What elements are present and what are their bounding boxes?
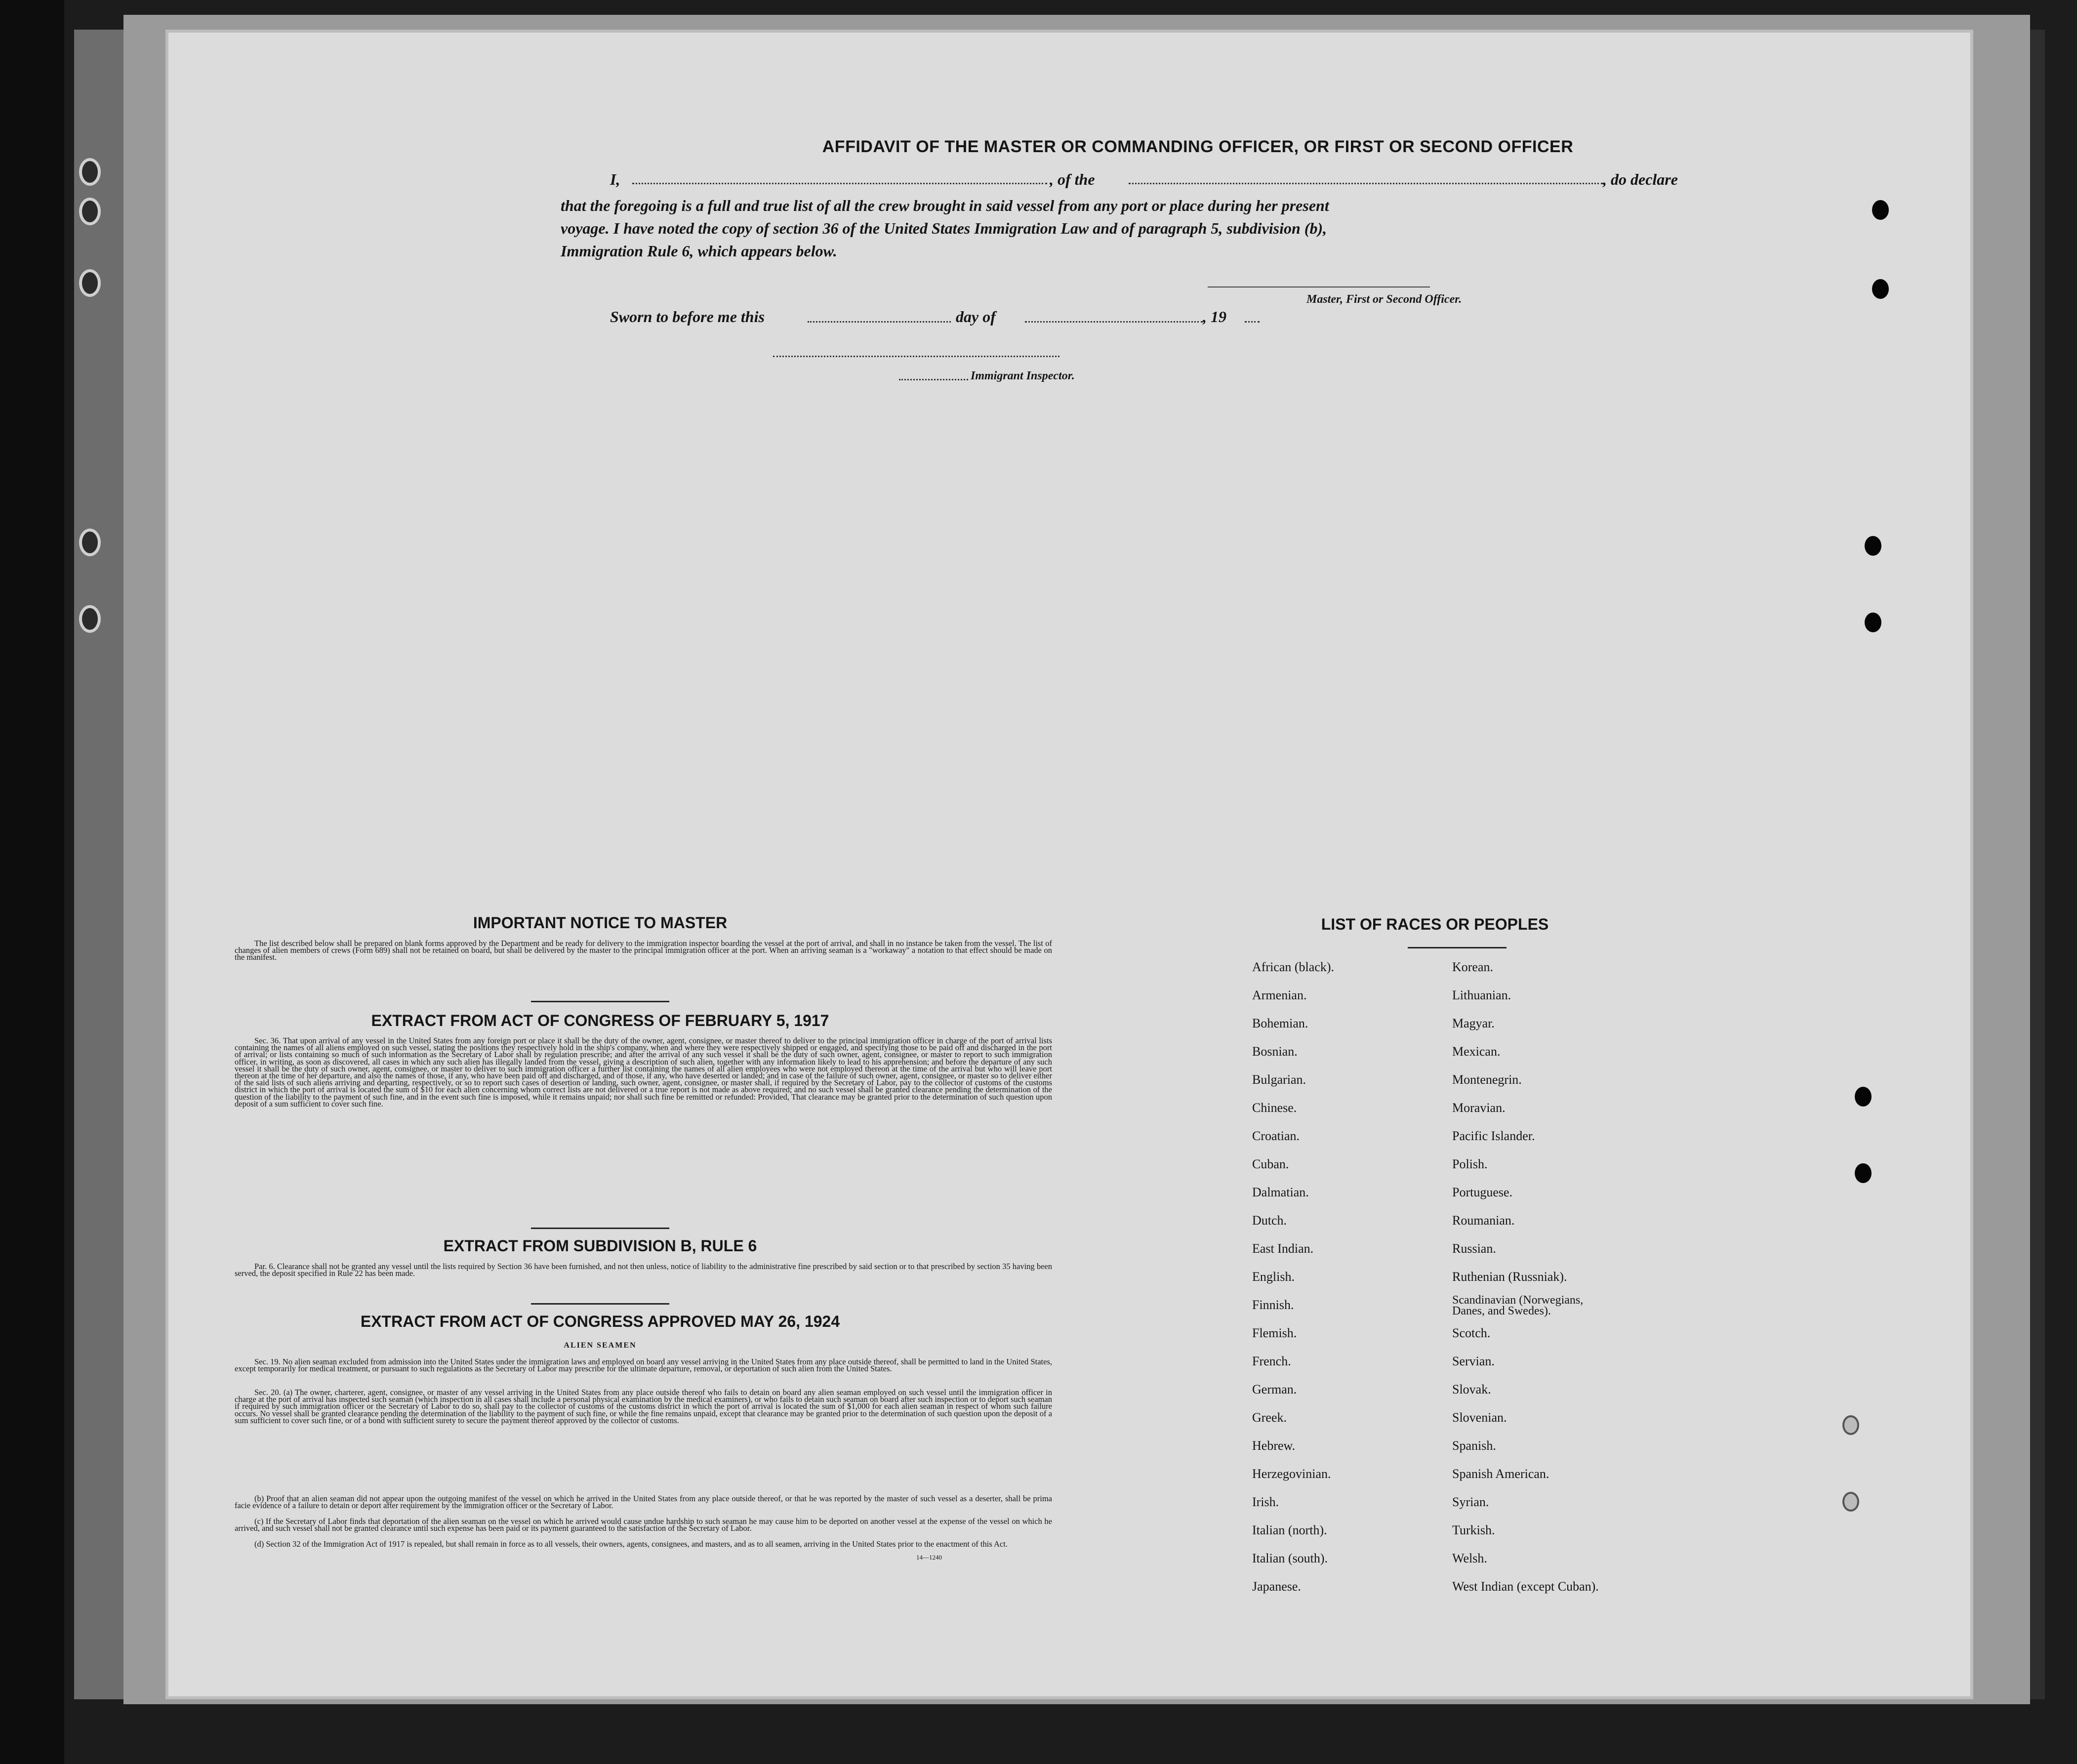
race-item: Irish. — [1252, 1495, 1279, 1509]
punch-hole-icon — [1872, 279, 1889, 299]
race-item: Italian (north). — [1252, 1523, 1327, 1537]
affidavit-of-the: , of the — [1050, 170, 1095, 188]
form-number: 14—1240 — [916, 1554, 942, 1561]
race-item: Spanish. — [1452, 1438, 1496, 1453]
affidavit-line-4: Immigration Rule 6, which appears below. — [561, 242, 837, 260]
race-item: Scandinavian (Norwegians, Danes, and Swedes). — [1452, 1294, 1584, 1317]
day-of-text: day of — [956, 308, 996, 326]
race-item: Japanese. — [1252, 1579, 1301, 1594]
race-item: Syrian. — [1452, 1495, 1489, 1509]
race-item: French. — [1252, 1354, 1291, 1368]
race-item: Roumanian. — [1452, 1213, 1515, 1228]
race-item: Greek. — [1252, 1410, 1287, 1425]
year-prefix: , 19 — [1203, 308, 1226, 326]
race-item: Turkish. — [1452, 1523, 1495, 1537]
race-item: Servian. — [1452, 1354, 1495, 1368]
race-item: Scotch. — [1452, 1326, 1491, 1340]
notice-text: The list described below shall be prepared on blank forms approved by the Department and be ready for delivery to the immigration inspector boarding the vessel at the port of arrival, and shall in no instance be taken from the vessel. The list of changes of alien members of crews (Form 689) shall not be retained on board, but shall be delivered by the master to the principal immigration officer at the port. When an arriving seaman is a "workaway" a notation to that effect should be made on the manifest. — [235, 939, 1052, 962]
race-item: Flemish. — [1252, 1326, 1297, 1340]
race-item: African (black). — [1252, 960, 1335, 974]
race-item: Armenian. — [1252, 988, 1307, 1002]
race-item: Herzegovinian. — [1252, 1467, 1331, 1481]
sec20a-text: Sec. 20. (a) The owner, charterer, agent, consignee, or master of any vessel arriving in the United States from any place outside thereof who fails to detain on board any alien seaman employed on such vessel until the immigration officer in charge at the port of arrival has inspected such seaman (which inspection in all cases shall include a personal physical examination by the medical examiners), or who fails to detain such seaman on board after such inspection or to deport such seaman if required by such immigration officer or the Secretary of Labor to do so, shall pay to the collector of customs of the customs district in which the port of arrival is located the sum of $1,000 for each alien seaman in respect of whom such failure occurs. No vessel shall be granted clearance pending the determination of the liability to the payment of such fine, or while the fine remains unpaid, except that clearance may be granted prior to the determination of such question upon the deposit of a sum sufficient to cover such fine, or of a bond with sufficient surety to secure the payment thereof approved by the collector of customs. — [235, 1388, 1052, 1425]
race-item: West Indian (except Cuban). — [1452, 1579, 1599, 1594]
race-item: Bosnian. — [1252, 1044, 1298, 1059]
affidavit-i: I, — [610, 170, 620, 188]
punch-hole-icon — [1842, 1492, 1859, 1512]
form-page — [165, 30, 1973, 1699]
race-item: English. — [1252, 1270, 1295, 1284]
punch-hole-icon — [1865, 613, 1881, 632]
binder-hole-icon — [79, 158, 101, 186]
affidavit-line-3: voyage. I have noted the copy of section 36 of the United States Immigration Law and of paragraph 5, subdivision (b), — [561, 219, 1327, 237]
race-item: Pacific Islander. — [1452, 1129, 1535, 1143]
binder-hole-icon — [79, 269, 101, 297]
race-item: German. — [1252, 1382, 1297, 1396]
race-item: Croatian. — [1252, 1129, 1300, 1143]
section-divider — [531, 1303, 669, 1305]
section-divider — [531, 1228, 669, 1229]
race-item: Moravian. — [1452, 1101, 1506, 1115]
binder-hole-icon — [79, 198, 101, 225]
race-item: Mexican. — [1452, 1044, 1501, 1059]
extract-rule6-title: EXTRACT FROM SUBDIVISION B, RULE 6 — [443, 1237, 757, 1255]
sworn-day-blank[interactable] — [808, 321, 951, 323]
race-item: Cuban. — [1252, 1157, 1289, 1171]
affidavit-line-2: that the foregoing is a full and true list of all the crew brought in said vessel from any port or place during her present — [561, 197, 1329, 214]
race-item: Portuguese. — [1452, 1185, 1513, 1199]
race-item: Magyar. — [1452, 1016, 1495, 1030]
race-item: East Indian. — [1252, 1241, 1314, 1256]
master-signature-label: Master, First or Second Officer. — [1306, 293, 1462, 306]
race-item: Chinese. — [1252, 1101, 1297, 1115]
race-item: Dutch. — [1252, 1213, 1287, 1228]
notice-title: IMPORTANT NOTICE TO MASTER — [473, 914, 728, 932]
sworn-text: Sworn to before me this — [610, 308, 765, 326]
race-item: Hebrew. — [1252, 1438, 1296, 1453]
extract-rule6-text: Par. 6. Clearance shall not be granted any vessel until the lists required by Section 36 have been furnished, and not then unless, notice of liability to the administrative fine prescribed by said section or to that prescribed by section 35 having been served, the deposit specified in Rule 22 has been made. — [235, 1262, 1052, 1278]
sec20c-text: (c) If the Secretary of Labor finds that deportation of the alien seaman on the vessel on which he arrived would cause undue hardship to such seaman he may cause him to be deported on another vessel at the expense of the vessel on which he arrived, and such vessel shall not be granted clearance until such expense has been paid or its payment guaranteed to the satisfaction of the Secretary of Labor. — [235, 1517, 1052, 1533]
sec20d-text: (d) Section 32 of the Immigration Act of 1917 is repealed, but shall remain in force as to all vessels, their owners, agents, consignees, and masters, and as to all seamen, arriving in the United States prior to the enactment of this Act. — [254, 1539, 1008, 1549]
sec19-text: Sec. 19. No alien seaman excluded from admission into the United States under the immigration laws and employed on board any vessel arriving in the United States from any place outside thereof, shall be permitted to land in the United States, except temporarily for medical treatment, or pursuant to such regulations as the Secretary of Labor may prescribe for the ultimate departure, removal, or deportation of such alien from the United States. — [235, 1357, 1052, 1374]
binder-hole-icon — [79, 605, 101, 633]
binder-strip — [0, 0, 64, 1764]
race-item: Russian. — [1452, 1241, 1496, 1256]
punch-hole-icon — [1842, 1415, 1859, 1435]
race-item: Polish. — [1452, 1157, 1488, 1171]
inspector-lead-dots — [899, 379, 968, 380]
race-item: Dalmatian. — [1252, 1185, 1309, 1199]
punch-hole-icon — [1872, 200, 1889, 220]
vessel-blank[interactable] — [1129, 183, 1603, 184]
binder-hole-icon — [79, 529, 101, 556]
extract-1924-title: EXTRACT FROM ACT OF CONGRESS APPROVED MAY 26, 1924 — [360, 1313, 840, 1330]
sec20b-text: (b) Proof that an alien seaman did not appear upon the outgoing manifest of the vessel on which he arrived in the United States from any place outside thereof, or that he was reported by the master of such vessel as a deserter, shall be prima facie evidence of a failure to detain or deport after requirement by the immigration officer or the Secretary of Labor. — [235, 1494, 1052, 1511]
extract-1917-title: EXTRACT FROM ACT OF CONGRESS OF FEBRUARY 5, 1917 — [371, 1012, 829, 1029]
punch-hole-icon — [1855, 1087, 1872, 1107]
race-item: Welsh. — [1452, 1551, 1487, 1565]
races-title-divider — [1408, 947, 1507, 948]
affidavit-title: AFFIDAVIT OF THE MASTER OR COMMANDING OFFICER, OR FIRST OR SECOND OFFICER — [822, 137, 1574, 156]
race-item: Korean. — [1452, 960, 1494, 974]
name-blank[interactable] — [632, 183, 1047, 184]
punch-hole-icon — [1855, 1163, 1872, 1183]
inspector-signature-line[interactable] — [773, 356, 1059, 357]
race-item: Montenegrin. — [1452, 1072, 1522, 1087]
race-item: Finnish. — [1252, 1298, 1294, 1312]
section-divider — [531, 1001, 669, 1002]
race-item: Slovak. — [1452, 1382, 1491, 1396]
extract-1917-text: Sec. 36. That upon arrival of any vessel in the United States from any foreign port or place it shall be the duty of the owner, agent, consignee, or master thereof to deliver to the principal immigration officer in charge of the port of arrival lists containing the names of all aliens employed on such vessel, stating the positions they respectively hold in the ship's company, when and where they were respectively shipped or engaged, and specifying those to be paid off and discharged in the port of arrival; or lists containing so much of such information as the Secretary of Labor shall by regulation prescribe; and after the arrival of any such vessel it shall be the duty of such owner, agent, consignee, or master to report to such immigration officer, in writing, as soon as discovered, all cases in which any such alien has illegally landed from the vessel, giving a description of such alien, together with any information likely to lead to his apprehension; and before the departure of any such vessel it shall be the duty of such owner, agent, consignee, or master to deliver to such immigration officer a further list containing the names of all alien employees who were not employed thereon at the time of the arrival but who will leave port thereon at the time of her departure, and also the names of those, if any, who have been paid off and discharged, and of those, if any, who have deserted or landed; and in case of the failure of such owner, agent, consignee, or master so to deliver either of the said lists of such aliens arriving and departing, respectively, or so to report such cases of desertion or landing, such owner, agent, consignee, or master shall, if required by the Secretary of Labor, pay to the collector of customs of the customs district in which the port of arrival is located the sum of $10 for each alien concerning whom correct lists are not delivered or a true report is not made as above required; and no such vessel shall be granted clearance pending the determination of the question of the liability to the payment of such fine, and in the event such fine is imposed, while it remains unpaid; nor shall such fine be remitted or refunded: Provided, That clearance may be granted prior to the determination of such question upon deposit of a sum sufficient to cover such fine. — [235, 1036, 1052, 1108]
affidavit-declare: , do declare — [1603, 170, 1678, 188]
sworn-month-blank[interactable] — [1025, 321, 1203, 323]
race-item: Ruthenian (Russniak). — [1452, 1270, 1567, 1284]
races-title: LIST OF RACES OR PEOPLES — [1321, 915, 1549, 933]
race-item: Slovenian. — [1452, 1410, 1507, 1425]
race-item: Lithuanian. — [1452, 988, 1511, 1002]
sworn-year-blank[interactable] — [1245, 321, 1260, 323]
race-item: Italian (south). — [1252, 1551, 1328, 1565]
punch-hole-icon — [1865, 536, 1881, 556]
inspector-label: Immigrant Inspector. — [971, 369, 1075, 382]
alien-seamen-subtitle: ALIEN SEAMEN — [564, 1341, 637, 1350]
race-item: Spanish American. — [1452, 1467, 1549, 1481]
race-item: Bulgarian. — [1252, 1072, 1306, 1087]
race-item: Bohemian. — [1252, 1016, 1308, 1030]
